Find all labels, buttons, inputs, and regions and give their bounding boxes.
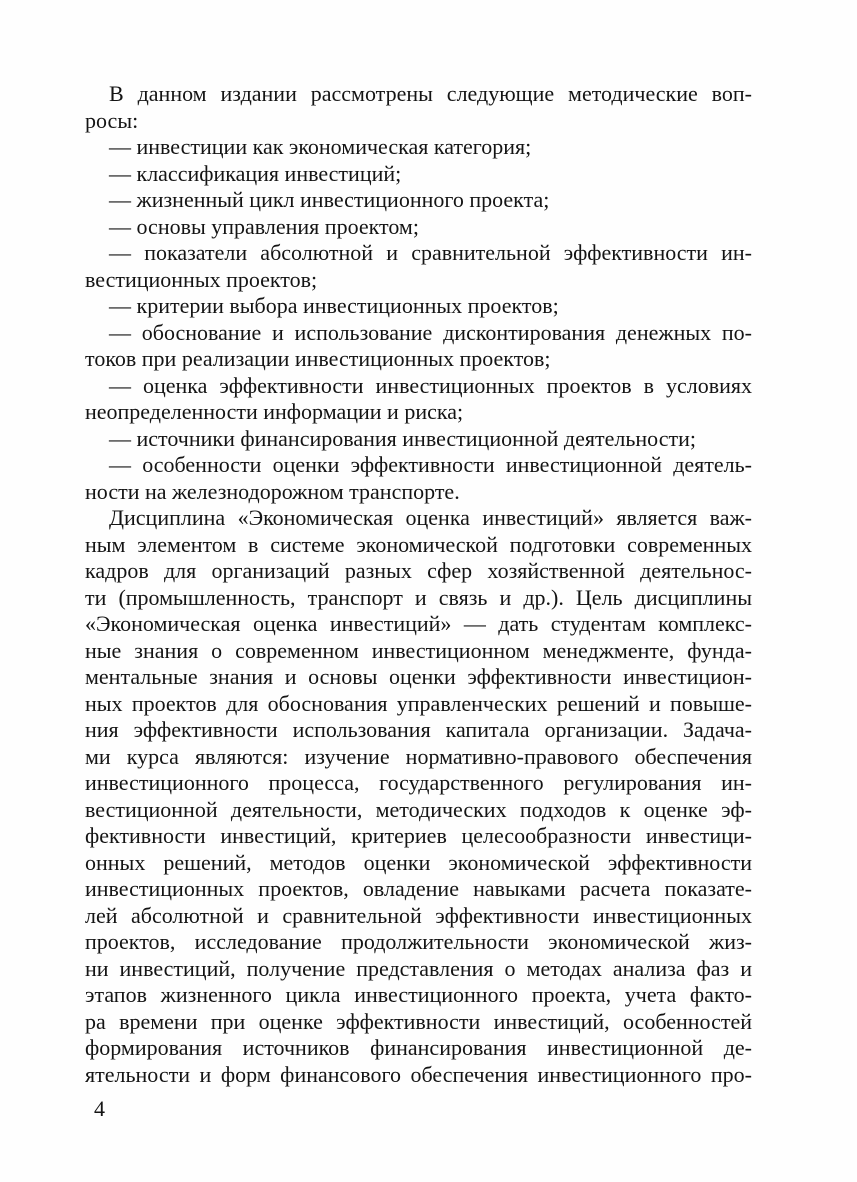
- paragraph: [85, 187, 752, 214]
- text-line: росы:: [85, 107, 139, 133]
- paragraph: [85, 240, 752, 293]
- text-line: онных решений, методов оценки экономической эффективности: [85, 849, 752, 875]
- text-line: — обоснование и использование дисконтирования денежных по-: [109, 319, 752, 345]
- text-line: ни инвестиций, получение представления о методах анализа фаз и: [85, 955, 752, 981]
- text-line: вестиционных проектов;: [85, 266, 318, 292]
- text-line: — основы управления проектом;: [109, 213, 419, 239]
- text-line: В данном издании рассмотрены следующие методические воп-: [109, 81, 752, 106]
- text-line: ных проектов для обоснования управленческих решений и повыше-: [85, 690, 752, 716]
- text-line: ятельности и форм финансового обеспечения инвестиционного про-: [85, 1061, 752, 1087]
- paragraph: [85, 320, 752, 373]
- text-line: фективности инвестиций, критериев целесообразности инвестици-: [85, 823, 752, 848]
- page-text: [85, 81, 752, 1088]
- text-line: инвестиционных проектов, овладение навыками расчета показате-: [85, 876, 752, 901]
- text-line: проектов, исследование продолжительности экономической жиз-: [85, 929, 752, 954]
- text-line: — показатели абсолютной и сравнительной эффективности ин-: [109, 240, 752, 265]
- paragraph: [85, 81, 752, 134]
- text-line: ти (промышленность, транспорт и связь и др.). Цель дисциплины: [85, 584, 752, 610]
- text-line: — жизненный цикл инвестиционного проекта;: [109, 187, 550, 212]
- text-line: — оценка эффективности инвестиционных проектов в условиях: [109, 372, 752, 398]
- paragraph: [85, 505, 752, 1088]
- paragraph: [85, 134, 752, 161]
- text-line: лей абсолютной и сравнительной эффективности инвестиционных: [85, 902, 752, 928]
- page-number: 4: [94, 1096, 105, 1121]
- paragraph: [85, 161, 752, 188]
- text-line: ми курса являются: изучение нормативно-правового обеспечения: [85, 743, 752, 769]
- paragraph: [85, 373, 752, 426]
- text-line: вестиционной деятельности, методических подходов к оценке эф-: [85, 796, 752, 822]
- paragraph: [85, 426, 752, 453]
- text-line: Дисциплина «Экономическая оценка инвестиций» является важ-: [109, 505, 752, 530]
- paragraph: [85, 452, 752, 505]
- text-line: неопределенности информации и риска;: [85, 399, 464, 424]
- text-line: ния эффективности использования капитала организации. Задача-: [85, 717, 752, 742]
- text-line: — инвестиции как экономическая категория;: [109, 134, 532, 159]
- text-line: — источники финансирования инвестиционной деятельности;: [109, 425, 696, 451]
- text-line: кадров для организаций разных сфер хозяйственной деятельнос-: [85, 558, 752, 583]
- text-line: инвестиционного процесса, государственного регулирования ин-: [85, 770, 752, 795]
- text-line: токов при реализации инвестиционных проектов;: [85, 346, 551, 371]
- text-line: формирования источников финансирования инвестиционной де-: [85, 1035, 752, 1060]
- text-line: ные знания о современном инвестиционном менеджменте, фунда-: [85, 637, 752, 663]
- text-line: ра времени при оценке эффективности инвестиций, особенностей: [85, 1008, 752, 1034]
- text-line: ным элементом в системе экономической подготовки современных: [85, 531, 752, 557]
- text-line: ности на железнодорожном транспорте.: [85, 478, 460, 504]
- text-line: этапов жизненного цикла инвестиционного проекта, учета факто-: [85, 982, 752, 1007]
- text-line: — классификация инвестиций;: [109, 160, 402, 186]
- text-line: «Экономическая оценка инвестиций» — дать студентам комплекс-: [85, 611, 752, 636]
- paragraph: [85, 293, 752, 320]
- text-line: ментальные знания и основы оценки эффективности инвестицион-: [85, 664, 752, 689]
- text-line: — критерии выбора инвестиционных проектов;: [109, 293, 559, 318]
- paragraph: [85, 214, 752, 241]
- text-line: — особенности оценки эффективности инвестиционной деятель-: [109, 452, 752, 477]
